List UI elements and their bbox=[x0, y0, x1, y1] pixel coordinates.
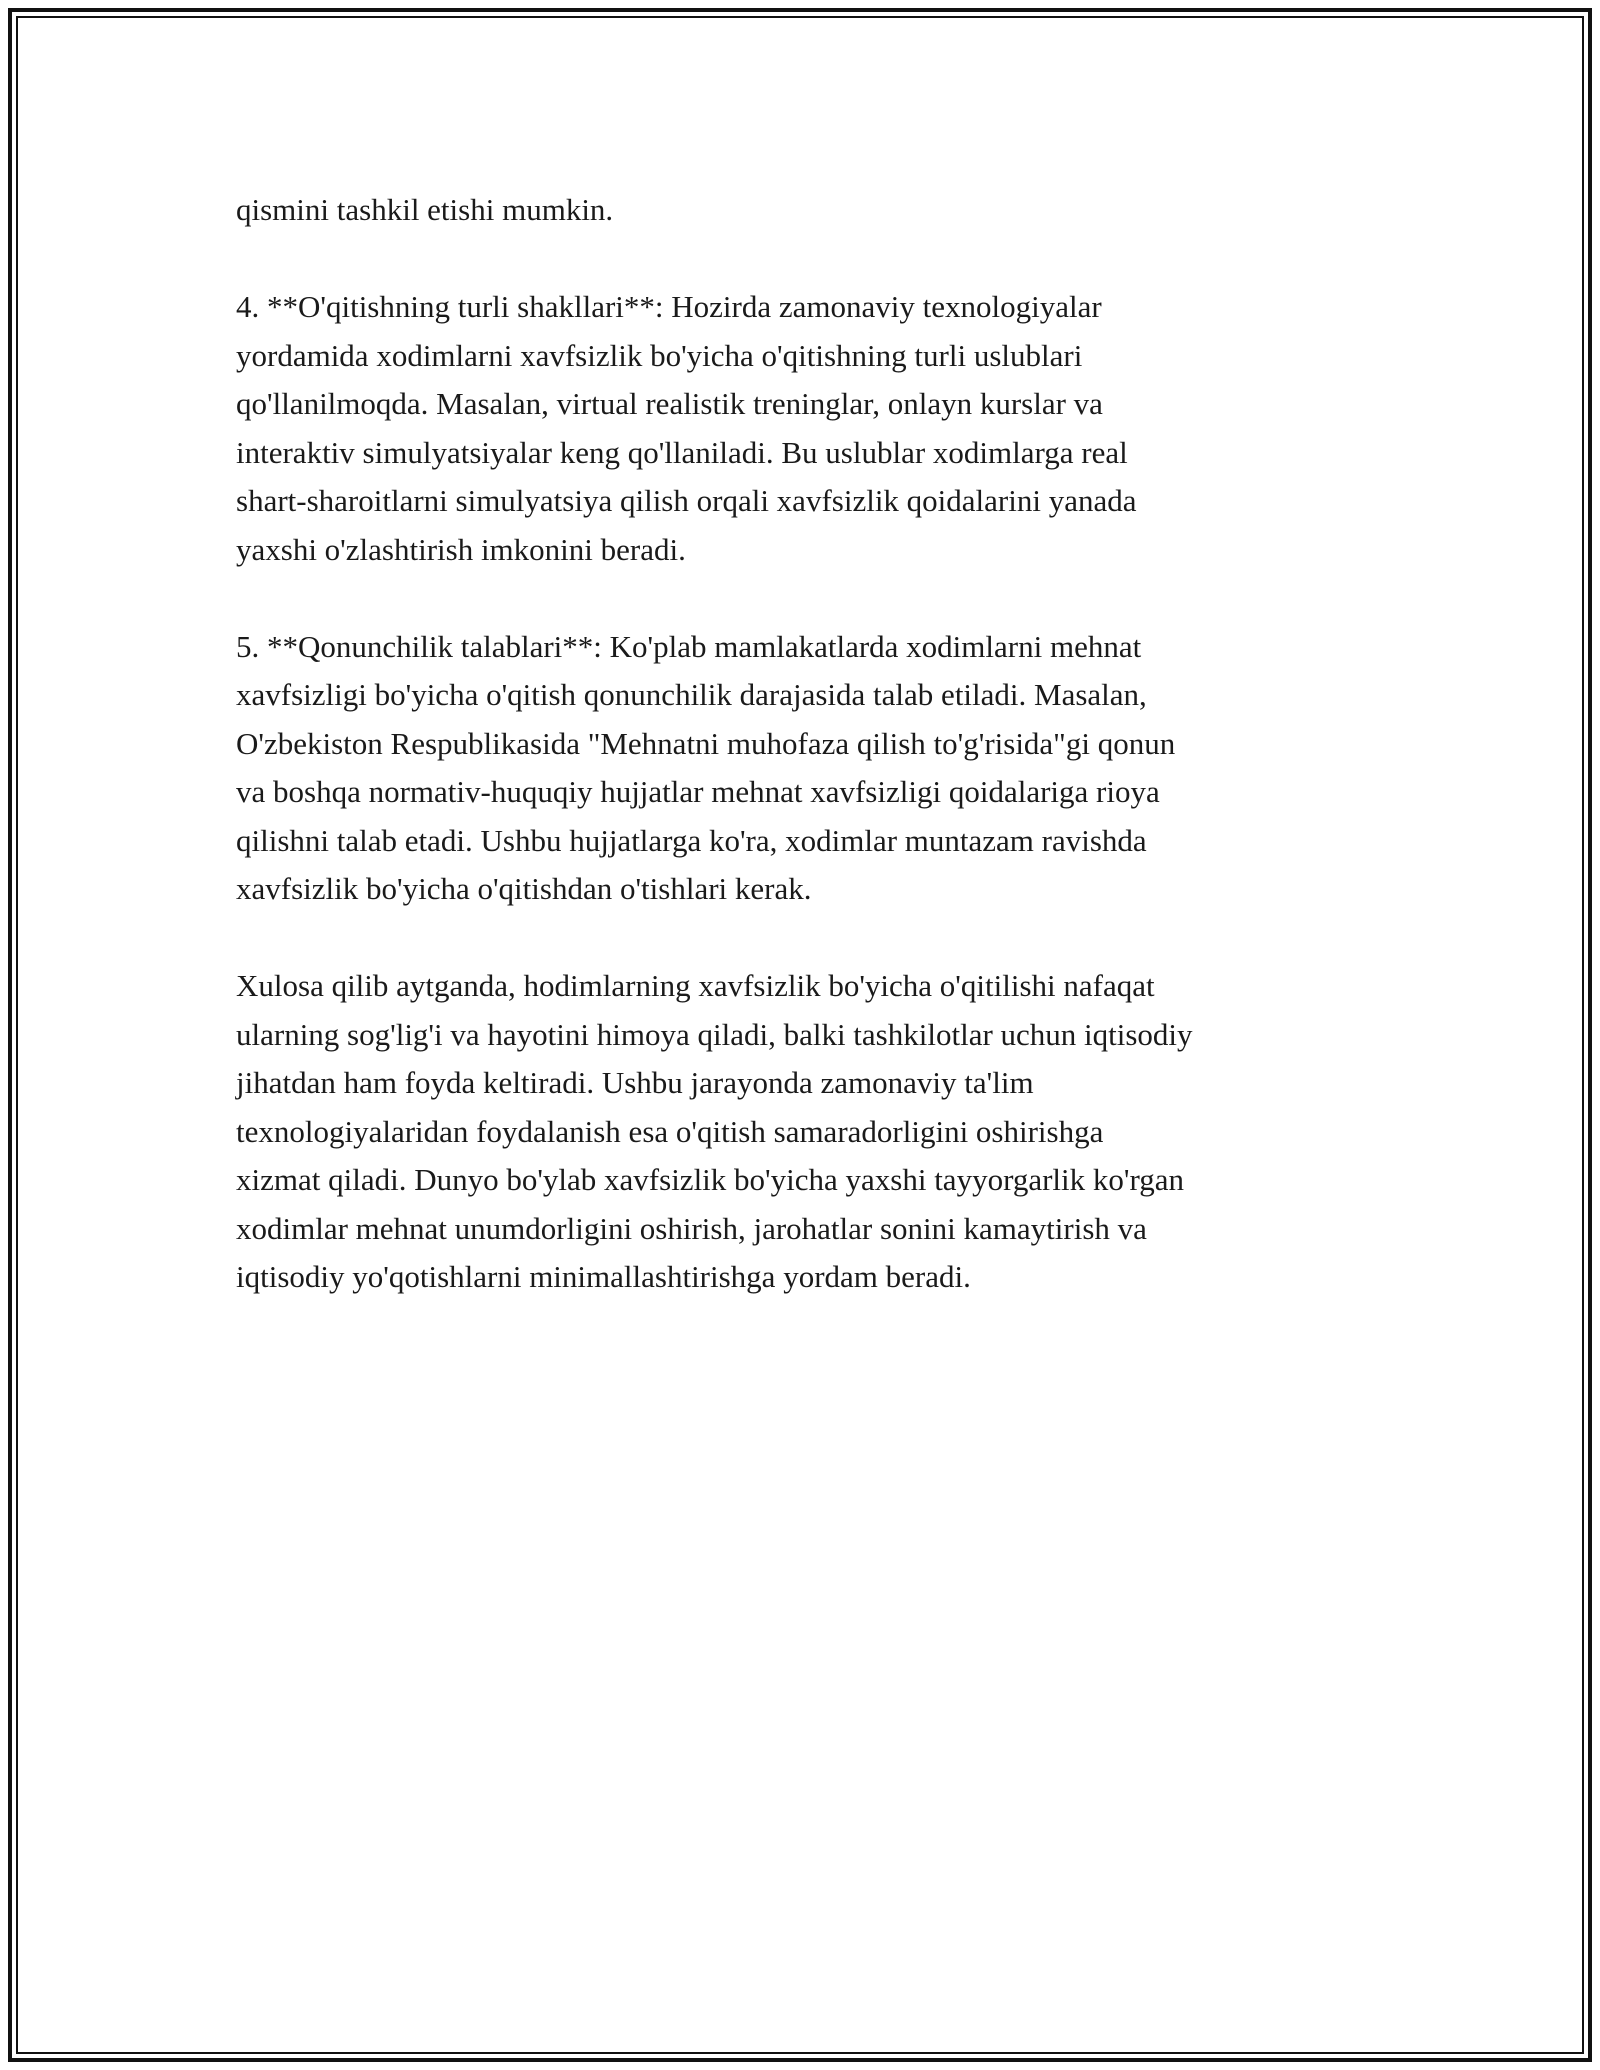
text-line: xavfsizligi bo'yicha o'qitish qonunchilik darajasida talab etiladi. Masalan, bbox=[236, 677, 1147, 712]
text-line: ularning sog'lig'i va hayotini himoya qiladi, balki tashkilotlar uchun iqtisodiy bbox=[236, 1016, 1193, 1052]
text-line: jihatdan ham foyda keltiradi. Ushbu jarayonda zamonaviy ta'lim bbox=[236, 1065, 1034, 1100]
text-line: xodimlar mehnat unumdorligini oshirish, jarohatlar sonini kamaytirish va bbox=[236, 1210, 1147, 1246]
text-line: texnologiyalaridan foydalanish esa o'qitish samaradorligini oshirishga bbox=[236, 1113, 1104, 1149]
text-line: qilishni talab etadi. Ushbu hujjatlarga ko'ra, xodimlar muntazam ravishda bbox=[236, 822, 1147, 858]
text-line: 4. **O'qitishning turli shakllari**: Hozirda zamonaviy texnologiyalar bbox=[236, 289, 1102, 324]
paragraph-legal-requirements bbox=[236, 623, 1386, 914]
text-line: qo'llanilmoqda. Masalan, virtual realistik treninglar, onlayn kurslar va bbox=[236, 386, 1103, 421]
text-line: O'zbekiston Respublikasida "Mehnatni muhofaza qilish to'g'risida"gi qonun bbox=[236, 725, 1176, 761]
paragraph-training-forms bbox=[236, 283, 1386, 574]
text-line: interaktiv simulyatsiyalar keng qo'llaniladi. Bu uslublar xodimlarga real bbox=[236, 434, 1128, 470]
text-line: yaxshi o'zlashtirish imkonini beradi. bbox=[236, 531, 686, 567]
text-line: 5. **Qonunchilik talablari**: Ko'plab mamlakatlarda xodimlarni mehnat bbox=[236, 628, 1142, 664]
text-line: iqtisodiy yo'qotishlarni minimallashtirishga yordam beradi. bbox=[236, 1259, 971, 1294]
text-line: xizmat qiladi. Dunyo bo'ylab xavfsizlik bo'yicha yaxshi tayyorgarlik ko'rgan bbox=[236, 1162, 1184, 1197]
text-line: va boshqa normativ-huquqiy hujjatlar mehnat xavfsizligi qoidalariga rioya bbox=[236, 774, 1160, 809]
text-line: yordamida xodimlarni xavfsizlik bo'yicha o'qitishning turli uslublari bbox=[236, 337, 1083, 373]
text-line: shart-sharoitlarni simulyatsiya qilish orqali xavfsizlik qoidalarini yanada bbox=[236, 483, 1137, 518]
text-line: qismini tashkil etishi mumkin. bbox=[236, 192, 614, 227]
text-line: xavfsizlik bo'yicha o'qitishdan o'tishlari kerak. bbox=[236, 871, 812, 906]
document-body bbox=[236, 186, 1386, 1350]
paragraph-conclusion bbox=[236, 962, 1386, 1302]
text-line: Xulosa qilib aytganda, hodimlarning xavfsizlik bo'yicha o'qitilishi nafaqat bbox=[236, 968, 1155, 1003]
paragraph-continuation bbox=[236, 186, 1386, 235]
